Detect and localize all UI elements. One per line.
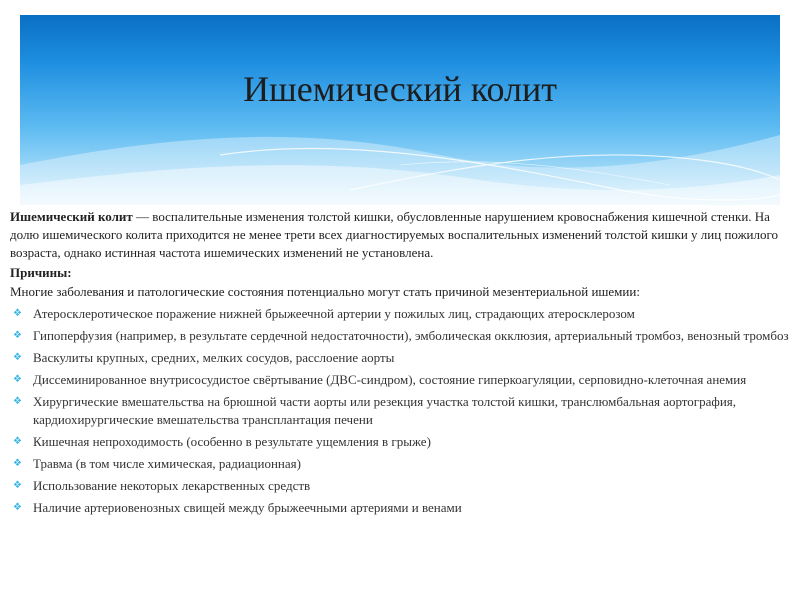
list-item	[10, 371, 792, 389]
diamond-bullet-icon: ❖	[13, 458, 22, 469]
diamond-bullet-icon: ❖	[13, 374, 22, 385]
causes-list	[10, 305, 792, 517]
list-item	[10, 477, 792, 495]
list-item	[10, 305, 792, 323]
diamond-bullet-icon: ❖	[13, 436, 22, 447]
list-item	[10, 327, 792, 345]
intro-term: Ишемический колит	[10, 209, 133, 224]
slide-title: Ишемический колит	[243, 69, 557, 109]
title-banner	[20, 15, 780, 205]
list-item	[10, 433, 792, 451]
list-item-text: Диссеминированное внутрисосудистое свёртывание (ДВС-синдром), состояние гиперкоагуляции, серповидно-клеточная анемия	[33, 372, 747, 387]
diamond-bullet-icon: ❖	[13, 480, 22, 491]
list-item-text: Кишечная непроходимость (особенно в результате ущемления в грыже)	[33, 434, 431, 449]
list-item-text: Травма (в том числе химическая, радиационная)	[33, 456, 301, 471]
slide-body	[10, 208, 792, 517]
list-item	[10, 455, 792, 473]
diamond-bullet-icon: ❖	[13, 502, 22, 513]
diamond-bullet-icon: ❖	[13, 396, 22, 407]
list-item-text: Использование некоторых лекарственных средств	[33, 478, 311, 493]
intro-text: — воспалительные изменения толстой кишки, обусловленные нарушением кровоснабжения кишечной стенки. На долю ишемического колита приходится не менее трети всех диагностируемых воспалительных изменений толстой кишки у лиц пожилого возраста, однако истинная частота ишемических изменений не установлена.	[10, 209, 779, 260]
diamond-bullet-icon: ❖	[13, 352, 22, 363]
list-item	[10, 393, 792, 429]
causes-lead: Многие заболевания и патологические состояния потенциально могут стать причиной мезентериальной ишемии:	[10, 284, 640, 299]
list-item-text: Наличие артериовенозных свищей между брыжеечными артериями и венами	[33, 500, 462, 515]
list-item-text: Васкулиты крупных, средних, мелких сосудов, расслоение аорты	[33, 350, 395, 365]
wave-decoration	[20, 15, 780, 205]
list-item	[10, 349, 792, 367]
list-item-text: Хирургические вмешательства на брюшной части аорты или резекция участка толстой кишки, транслюмбальная аортография, кардиохирургические вмешательства трансплантация печени	[33, 394, 737, 427]
list-item-text: Атеросклеротическое поражение нижней брыжеечной артерии у пожилых лиц, страдающих атеросклерозом	[33, 306, 635, 321]
list-item	[10, 499, 792, 517]
intro-paragraph	[10, 208, 792, 262]
list-item-text: Гипоперфузия (например, в результате сердечной недостаточности), эмболическая окклюзия, артериальный тромбоз, венозный тромбоз	[33, 328, 789, 343]
causes-heading: Причины:	[10, 265, 72, 280]
diamond-bullet-icon: ❖	[13, 308, 22, 319]
diamond-bullet-icon: ❖	[13, 330, 22, 341]
